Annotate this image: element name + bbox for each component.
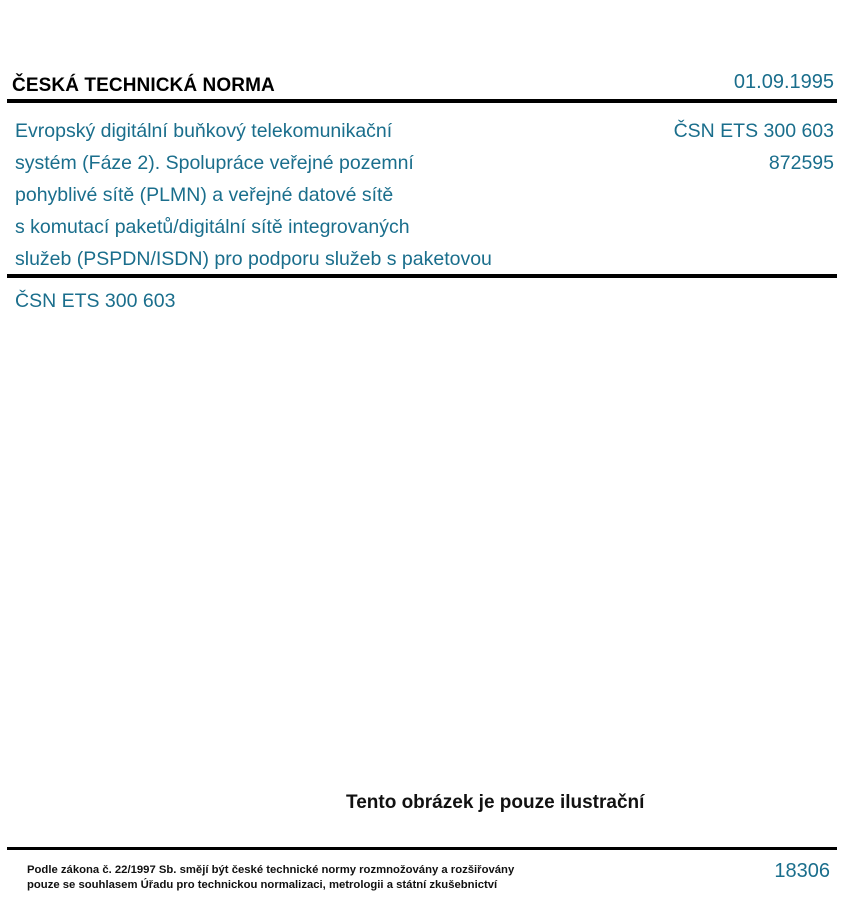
document-number: 18306	[774, 860, 830, 882]
document-codes	[674, 115, 834, 179]
legal-line-2: pouze se souhlasem Úřadu pro technickou normalizaci, metrologii a státní zkušebnictví	[27, 879, 498, 891]
illustration-notice: Tento obrázek je pouze ilustrační	[346, 792, 645, 813]
title-line-3: pohyblivé sítě (PLMN) a veřejné datové sítě	[15, 184, 394, 206]
class-number: 872595	[768, 152, 834, 174]
page-title: ČESKÁ TECHNICKÁ NORMA	[12, 75, 275, 96]
middle-divider	[7, 274, 837, 278]
standard-code: ČSN ETS 300 603	[673, 120, 834, 142]
title-line-4: s komutací paketů/digitální sítě integrovaných	[15, 216, 410, 238]
bottom-divider	[7, 847, 837, 850]
issue-date: 01.09.1995	[733, 71, 834, 93]
document-title	[15, 115, 575, 275]
legal-notice	[27, 863, 514, 893]
title-line-1: Evropský digitální buňkový telekomunikační	[15, 120, 393, 142]
standard-id: ČSN ETS 300 603	[15, 290, 176, 312]
top-divider	[7, 99, 837, 103]
title-line-2: systém (Fáze 2). Spolupráce veřejné pozemní	[15, 152, 414, 174]
title-line-5: služeb (PSPDN/ISDN) pro podporu služeb s paketovou	[15, 248, 492, 270]
legal-line-1: Podle zákona č. 22/1997 Sb. smějí být české technické normy rozmnožovány a rozšiřovány	[27, 864, 515, 876]
